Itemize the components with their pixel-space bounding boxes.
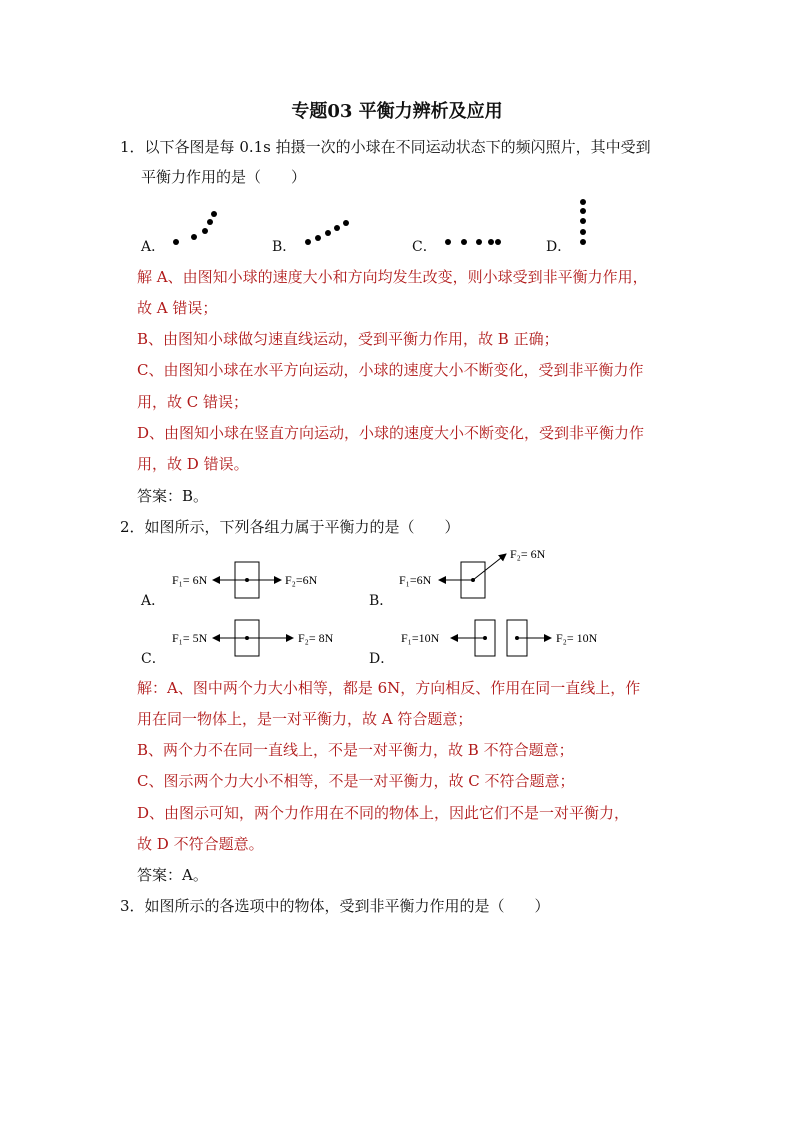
q1-option-c: C． xyxy=(412,239,437,255)
figure-1b-dots xyxy=(305,220,349,245)
q1-solution-line: D、由图知小球在竖直方向运动，小球的速度大小不断变化，受到非平衡力作 xyxy=(137,424,645,442)
question-2-figures xyxy=(0,540,794,670)
figure-2a xyxy=(172,562,318,598)
q1-answer: 答案：B。 xyxy=(137,487,209,505)
q2-solution-line: C、图示两个力大小不相等，不是一对平衡力，故 C 不符合题意； xyxy=(137,772,575,790)
question-1-text-2: 平衡力作用的是（ ） xyxy=(141,168,307,186)
q1-option-d: D． xyxy=(546,239,572,255)
question-2-text: 如图所示，下列各组力属于平衡力的是（ ） xyxy=(144,518,460,536)
page-title: 专题03 平衡力辨析及应用 xyxy=(291,101,503,122)
figure-1a-dots xyxy=(173,211,217,245)
q1-option-b: B． xyxy=(272,239,297,255)
fig2b-f1-label: F₁=6N xyxy=(399,573,432,587)
q2-solution-line: 解：A、图中两个力大小相等，都是 6N，方向相反、作用在同一直线上，作 xyxy=(137,679,641,697)
q2-solution-line: 故 D 不符合题意。 xyxy=(137,835,264,853)
q1-solution-line: C、由图知小球在水平方向运动，小球的速度大小不断变化，受到非平衡力作 xyxy=(137,361,644,379)
fig2a-f2-label: F₂=6N xyxy=(285,573,318,587)
question-1-text-1: 以下各图是每 0.1s 拍摄一次的小球在不同运动状态下的频闪照片，其中受到 xyxy=(144,138,651,156)
fig2c-f2-label: F₂= 8N xyxy=(298,631,334,645)
fig2d-f2-label: F₂= 10N xyxy=(556,631,598,645)
figure-1c-dots xyxy=(445,239,501,245)
fig2b-f2-label: F₂= 6N xyxy=(510,547,546,561)
q1-solution-line: 用，故 C 错误； xyxy=(137,393,249,411)
q2-answer: 答案：A。 xyxy=(137,866,208,884)
q1-solution-line: 用，故 D 错误。 xyxy=(137,455,249,473)
question-1-figures xyxy=(0,196,794,256)
question-1-number: 1． xyxy=(120,138,145,156)
question-3-number: 3． xyxy=(120,897,145,915)
q2-solution-line: B、两个力不在同一直线上，不是一对平衡力，故 B 不符合题意； xyxy=(137,741,574,759)
q1-solution-line: 故 A 错误； xyxy=(137,299,218,317)
q2-option-d: D． xyxy=(369,651,395,667)
q1-option-a: A． xyxy=(141,239,166,255)
figure-1d-dots xyxy=(580,199,586,245)
fig2a-f1-label: F₁= 6N xyxy=(172,573,208,587)
q1-solution-line: 解 A、由图知小球的速度大小和方向均发生改变，则小球受到非平衡力作用， xyxy=(137,268,648,286)
question-3-line xyxy=(120,895,550,916)
question-2-number: 2． xyxy=(120,518,145,536)
question-2-line xyxy=(120,516,460,537)
q2-option-c: C． xyxy=(141,651,166,667)
q2-solution-line: D、由图示可知，两个力作用在不同的物体上，因此它们不是一对平衡力， xyxy=(137,804,630,822)
figure-2d xyxy=(401,620,598,656)
figure-2c xyxy=(172,620,334,656)
figure-2b xyxy=(399,547,546,598)
question-1-line-1 xyxy=(120,136,651,157)
fig2c-f1-label: F₁= 5N xyxy=(172,631,208,645)
fig2d-f1-label: F₁=10N xyxy=(401,631,440,645)
question-3-text: 如图所示的各选项中的物体，受到非平衡力作用的是（ ） xyxy=(144,897,550,915)
q2-option-a: A． xyxy=(141,593,166,609)
q2-option-b: B． xyxy=(369,593,394,609)
q1-solution-line: B、由图知小球做匀速直线运动，受到平衡力作用，故 B 正确； xyxy=(137,330,559,348)
q2-solution-line: 用在同一物体上，是一对平衡力，故 A 符合题意； xyxy=(137,710,473,728)
